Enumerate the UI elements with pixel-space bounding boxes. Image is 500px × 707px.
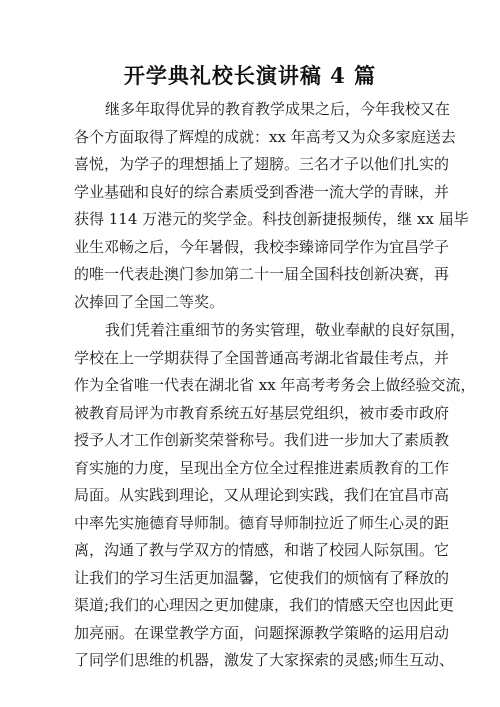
paragraph-line: 学校在上一学期获得了全国普通高考湖北省最佳考点，并	[74, 348, 450, 367]
paragraph-line: 业生邓畅之后，今年暑假，我校李臻谛同学作为宜昌学子	[74, 237, 450, 256]
paragraph-line: 继多年取得优异的教育教学成果之后，今年我校又在	[105, 100, 451, 118]
paragraph-line: 让我们的学习生活更加温馨，它使我们的烦恼有了释放的	[74, 568, 450, 587]
paragraph-achievements	[74, 96, 469, 316]
paragraph-line: 中率先实施德育导师制。德育导师制拉近了师生心灵的距	[74, 513, 450, 532]
paragraph-line: 喜悦，为学子的理想插上了翅膀。三名才子以他们扎实的	[74, 155, 450, 173]
paragraph-line: 育实施的力度，呈现出全方位全过程推进素质教育的工作	[74, 458, 450, 477]
document-title: 开学典礼校长演讲稿 4 篇	[123, 63, 377, 88]
paragraph-line: 授予人才工作创新奖荣誉称号。我们进一步加大了素质教	[74, 431, 450, 449]
paragraph-line: 作为全省唯一代表在湖北省 xx 年高考考务会上做经验交流，	[74, 376, 476, 394]
paragraph-line: 的唯一代表赴澳门参加第二十一届全国科技创新决赛，再	[74, 265, 450, 283]
paragraph-line: 学业基础和良好的综合素质受到香港一流大学的青睐，并	[74, 182, 450, 201]
paragraph-line: 获得 114 万港元的奖学金。科技创新捷报频传，继 xx 届毕	[74, 210, 469, 228]
paragraph-line: 被教育局评为市教育系统五好基层党组织，被市委市政府	[74, 403, 450, 422]
paragraph-management	[74, 317, 476, 675]
paragraph-line: 各个方面取得了辉煌的成就：xx 年高考又为众多家庭送去	[74, 127, 456, 146]
paragraph-line: 我们凭着注重细节的务实管理，敬业奉献的良好氛围，	[105, 321, 466, 339]
paragraph-line: 离，沟通了教与学双方的情感，和谐了校园人际氛围。它	[74, 541, 450, 559]
paragraph-line: 局面。从实践到理论，又从理论到实践，我们在宜昌市高	[74, 486, 450, 504]
paragraph-line: 渠道;我们的心理因之更加健康，我们的情感天空也因此更	[74, 596, 455, 614]
paragraph-line: 加亮丽。在课堂教学方面，问题探源教学策略的运用启动	[74, 623, 450, 642]
paragraph-line: 次捧回了全国二等奖。	[74, 292, 225, 311]
paragraph-line: 了同学们思维的机器，激发了大家探索的灵感;师生互动、	[74, 651, 455, 669]
